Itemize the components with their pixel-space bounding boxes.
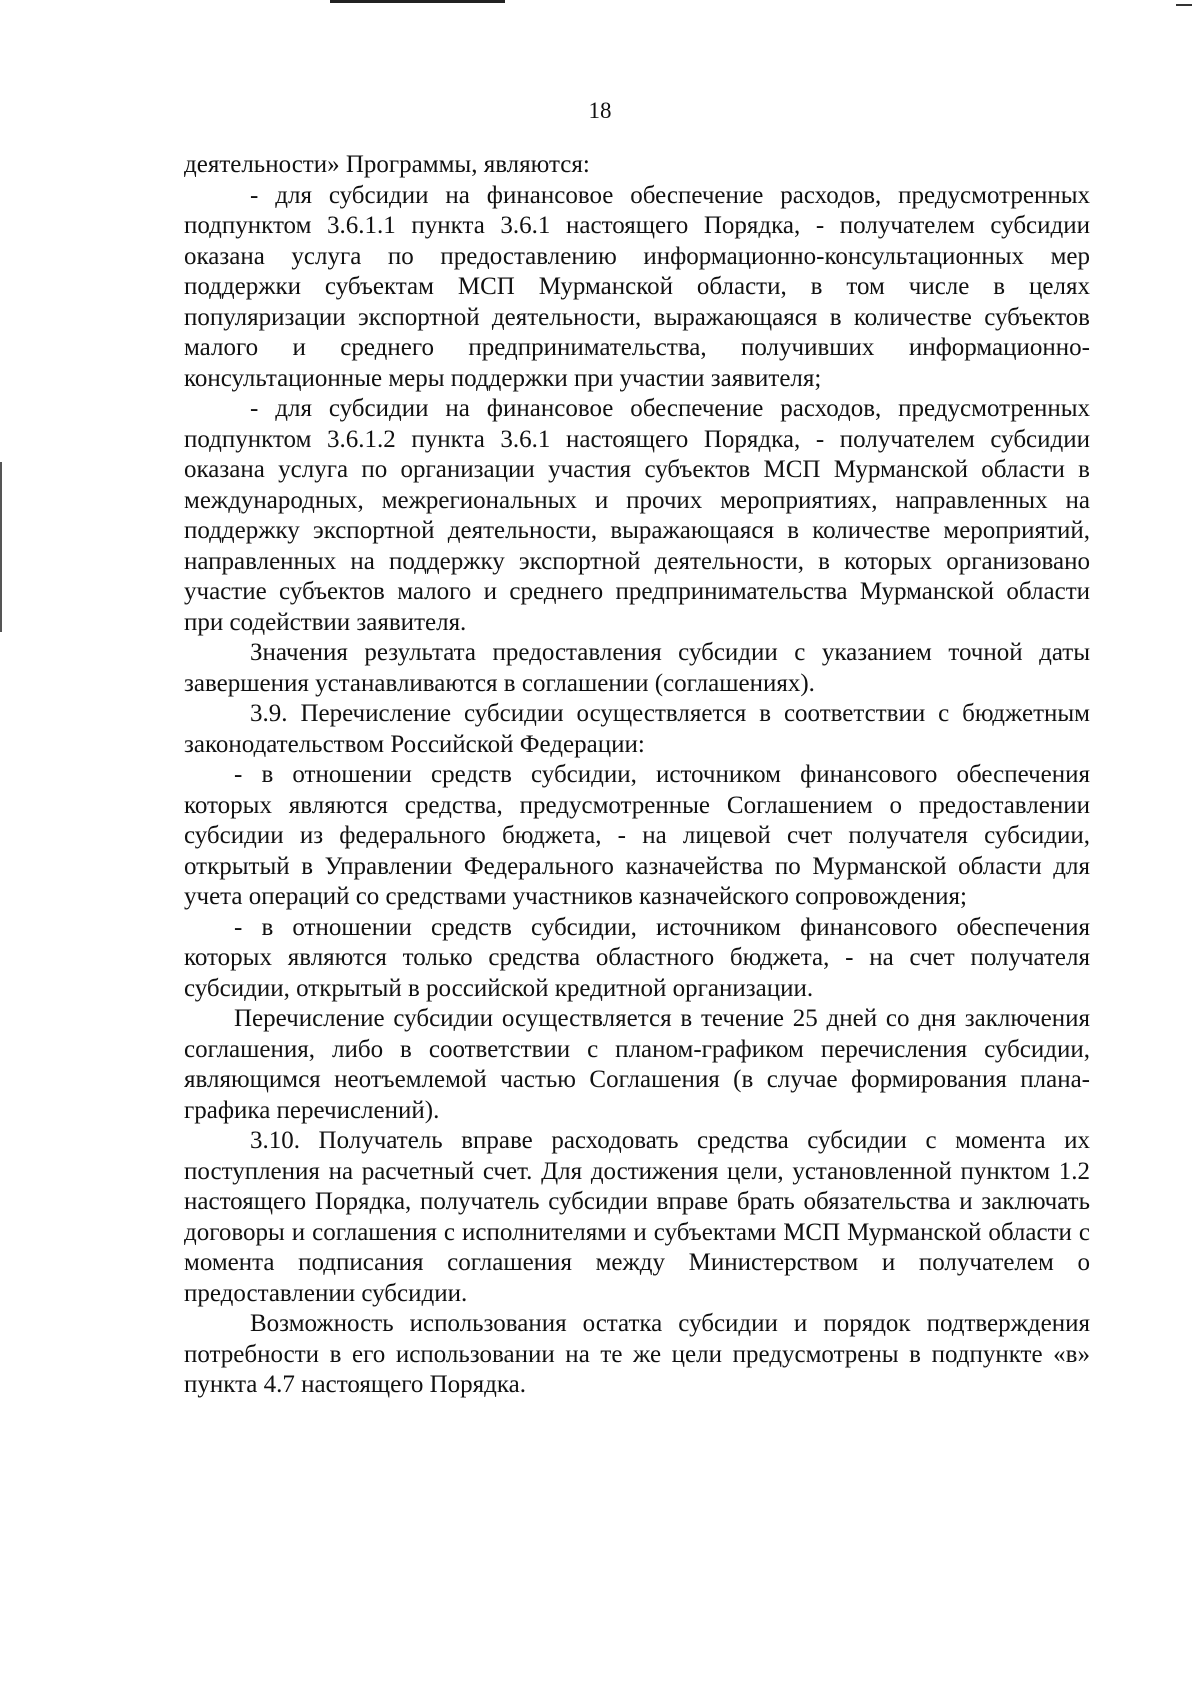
scan-artifact-corner-mark xyxy=(1176,4,1192,6)
paragraph-result-values: Значения результата предоставления субсидии с указанием точной даты завершения устанавливаются в соглашении (соглашениях). xyxy=(184,639,1090,697)
scan-artifact-top-line xyxy=(330,0,505,3)
paragraph-result-item-2: - для субсидии на финансовое обеспечение расходов, предусмотренных подпунктом 3.6.1.2 пункта 3.6.1 настоящего Порядка, - получателем субсидии оказана услуга по организации участия субъектов МСП Мурманской области в международных, межрегиональных и прочих мероприятиях, направленных на поддержку экспортной деятельности, выражающаяся в количестве мероприятий, направленных на поддержку экспортной деятельности, в которых организовано участие субъектов малого и среднего предпринимательства Мурманской области при содействии заявителя. xyxy=(184,395,1090,636)
paragraph-section-3-9: 3.9. Перечисление субсидии осуществляется в соответствии с бюджетным законодательством Российской Федерации: xyxy=(184,700,1090,758)
paragraph-regional-funds: - в отношении средств субсидии, источником финансового обеспечения которых являются только средства областного бюджета, - на счет получателя субсидии, открытый в российской кредитной организации. xyxy=(184,913,1090,1002)
paragraph-continuation: деятельности» Программы, являются: xyxy=(184,151,590,178)
document-body xyxy=(184,150,1090,1401)
paragraph-result-item-1: - для субсидии на финансовое обеспечение расходов, предусмотренных подпунктом 3.6.1.1 пункта 3.6.1 настоящего Порядка, - получателем субсидии оказана услуга по предоставлению информационно-консультационных мер поддержки субъектам МСП Мурманской области, в том числе в целях популяризации экспортной деятельности, выражающаяся в количестве субъектов малого и среднего предпринимательства, получивших информационно-консультационные меры поддержки при участии заявителя; xyxy=(184,181,1090,392)
paragraph-transfer-terms: Перечисление субсидии осуществляется в течение 25 дней со дня заключения соглашения, либо в соответствии с планом-графиком перечисления субсидии, являющимся неотъемлемой частью Соглашения (в случае формирования плана-графика перечислений). xyxy=(184,1005,1090,1124)
paragraph-remaining-balance: Возможность использования остатка субсидии и порядок подтверждения потребности в его использовании на те же цели предусмотрены в подпункте «в» пункта 4.7 настоящего Порядка. xyxy=(184,1310,1090,1398)
paragraph-federal-funds: - в отношении средств субсидии, источником финансового обеспечения которых являются средства, предусмотренные Соглашением о предоставлении субсидии из федерального бюджета, - на лицевой счет получателя субсидии, открытый в Управлении Федерального казначейства по Мурманской области для учета операций со средствами участников казначейского сопровождения; xyxy=(184,761,1090,910)
paragraph-section-3-10: 3.10. Получатель вправе расходовать средства субсидии с момента их поступления на расчетный счет. Для достижения цели, установленной пунктом 1.2 настоящего Порядка, получатель субсидии вправе брать обязательства и заключать договоры и соглашения с исполнителями и субъектами МСП Мурманской области с момента подписания соглашения между Министерством и получателем о предоставлении субсидии. xyxy=(184,1127,1090,1307)
scan-artifact-left-edge xyxy=(0,462,2,632)
page-number: 18 xyxy=(588,98,612,123)
